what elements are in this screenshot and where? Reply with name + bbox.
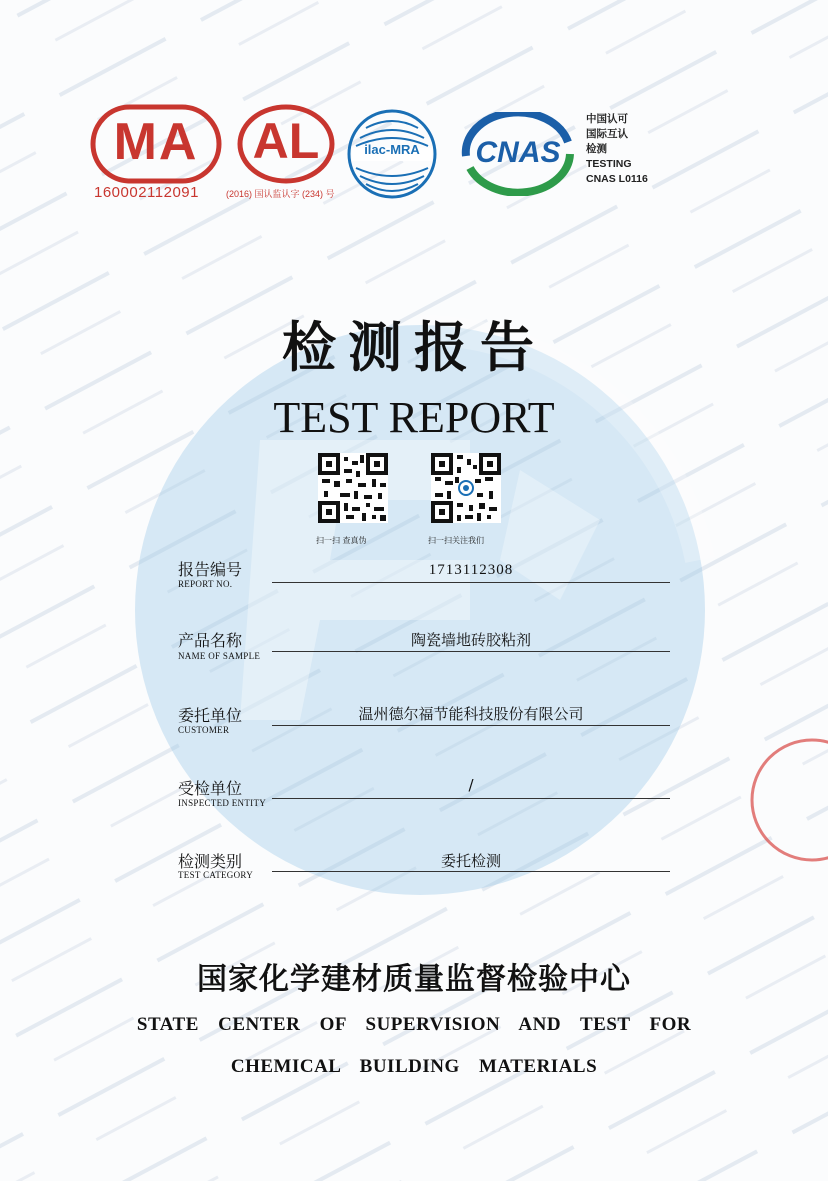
cnas-line: 检测 xyxy=(586,143,607,155)
issuer-name-en-line2: CHEMICAL BUILDING MATERIALS xyxy=(230,1056,598,1077)
follow-qr-code-icon[interactable] xyxy=(431,453,501,523)
issuer-name-en-line1: STATE CENTER OF SUPERVISION AND TEST FOR xyxy=(136,1014,692,1035)
inspected-entity-value: / xyxy=(468,776,474,794)
issuer-name-cn: 国家化学建材质量监督检验中心 xyxy=(197,962,631,997)
test-category-label-en: TEST CATEGORY xyxy=(178,870,253,880)
cnas-line: 中国认可 xyxy=(586,113,628,125)
inspected-entity-label-en: INSPECTED ENTITY xyxy=(178,798,267,808)
inspected-entity-underline xyxy=(272,798,670,799)
ilac-mra-text: ilac-MRA xyxy=(364,142,420,157)
sample-name-value: 陶瓷墙地砖胶粘剂 xyxy=(410,631,531,649)
verify-qr-code-icon[interactable] xyxy=(318,453,388,523)
sample-name-label-en: NAME OF SAMPLE xyxy=(178,651,261,661)
cnas-logo-text: CNAS xyxy=(475,136,561,169)
cnas-line: CNAS L0116 xyxy=(586,173,648,185)
test-category-underline xyxy=(272,871,670,872)
cnas-accreditation-text xyxy=(586,112,648,187)
report-no-label-cn: 报告编号 xyxy=(178,560,243,579)
report-title-en: TEST REPORT xyxy=(273,393,555,442)
cal-logo-text: AL xyxy=(252,113,320,169)
customer-value: 温州德尔福节能科技股份有限公司 xyxy=(358,705,584,723)
cnas-line: 国际互认 xyxy=(586,128,628,140)
follow-qr-caption: 扫一扫关注我们 xyxy=(428,536,484,545)
cma-logo-text: MA xyxy=(113,113,199,171)
inspected-entity-label-cn: 受检单位 xyxy=(178,779,243,798)
test-category-value: 委托检测 xyxy=(440,852,501,870)
sample-name-underline xyxy=(272,651,670,652)
customer-underline xyxy=(272,725,670,726)
report-no-label-en: REPORT NO. xyxy=(178,579,233,589)
cnas-line: TESTING xyxy=(586,158,632,170)
cma-number: 160002112091 xyxy=(94,184,199,201)
cma-cert-number: (2016) 国认监认字 (234) 号 xyxy=(226,189,335,199)
sample-name-label-cn: 产品名称 xyxy=(178,631,243,650)
verify-qr-caption: 扫一扫 查真伪 xyxy=(316,536,367,545)
test-category-label-cn: 检测类别 xyxy=(178,852,243,871)
report-no-value: 1713112308 xyxy=(428,562,514,578)
customer-label-cn: 委托单位 xyxy=(178,706,243,725)
customer-label-en: CUSTOMER xyxy=(178,725,230,735)
report-no-underline xyxy=(272,582,670,583)
report-title-cn: 检测报告 xyxy=(282,316,546,379)
